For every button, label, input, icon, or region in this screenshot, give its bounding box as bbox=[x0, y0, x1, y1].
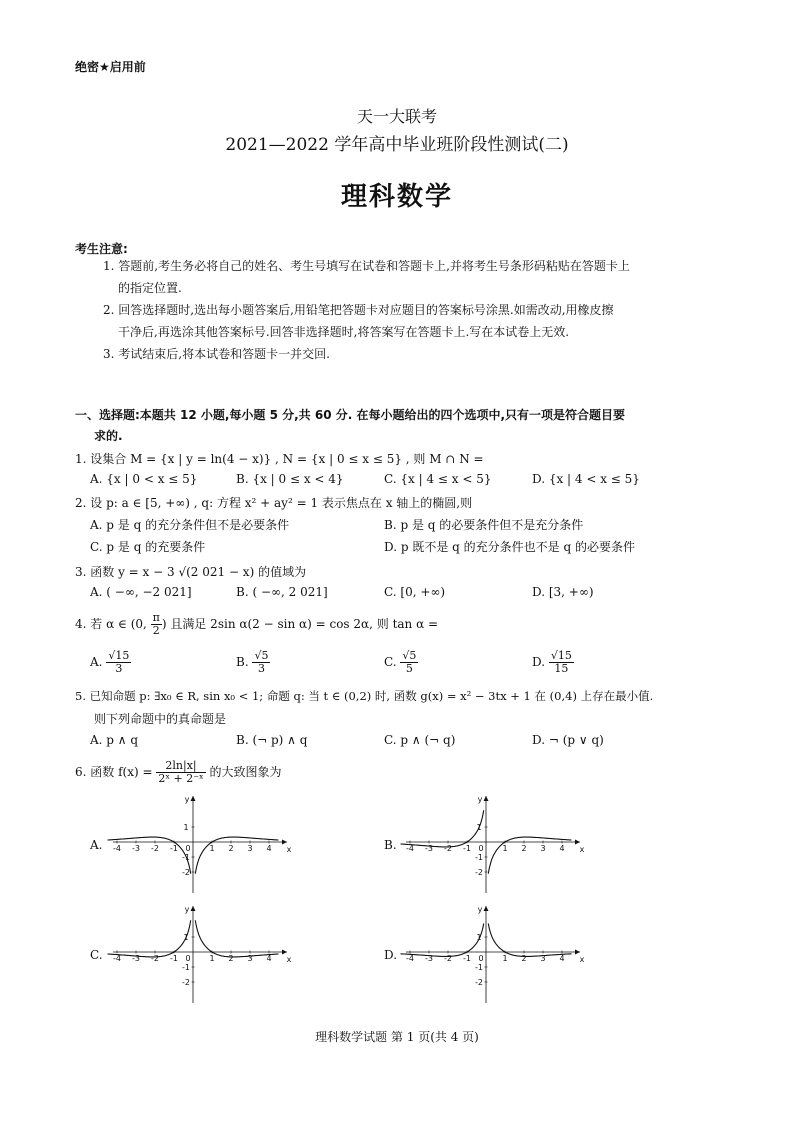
q6-stem-post: 的大致图象为 bbox=[205, 765, 282, 780]
question-3-stem: 3. 函数 y = x − 3 √(2 021 − x) 的值域为 bbox=[75, 565, 307, 579]
option-fraction bbox=[106, 650, 131, 675]
note-line: 干净后,再选涂其他答案标号.回答非选择题时,将答案写在答题卡上.写在本试卷上无效. bbox=[118, 325, 570, 339]
x-axis-label: x bbox=[286, 955, 292, 964]
q3-option-c: C. [0, +∞) bbox=[384, 585, 446, 599]
x-tick-label: -4 bbox=[406, 844, 414, 853]
confidential-label: 绝密★启用前 bbox=[75, 60, 146, 74]
y-axis-arrow bbox=[191, 796, 196, 801]
origin-label: 0 bbox=[478, 954, 484, 963]
question-6-stem bbox=[75, 760, 282, 785]
x-axis-label: x bbox=[286, 845, 292, 854]
y-tick-label: -2 bbox=[182, 978, 190, 987]
frac-numerator: √5 bbox=[402, 649, 417, 662]
option-label: C. bbox=[384, 655, 397, 670]
question-2-stem: 2. 设 p: a ∈ [5, +∞) , q: 方程 x² + ay² = 1 表示焦点在 x 轴上的椭圆,则 bbox=[75, 496, 473, 510]
x-tick-label: 1 bbox=[502, 954, 508, 963]
x-axis-arrow bbox=[282, 840, 287, 845]
x-tick-label: -4 bbox=[406, 954, 414, 963]
x-tick-label: 3 bbox=[247, 844, 253, 853]
y-axis-arrow bbox=[484, 906, 489, 911]
x-tick-label: -4 bbox=[113, 954, 121, 963]
x-tick-label: -2 bbox=[151, 844, 159, 853]
x-tick-label: 3 bbox=[247, 954, 253, 963]
x-tick-label: 4 bbox=[266, 844, 272, 853]
y-tick-label: 1 bbox=[476, 823, 482, 832]
q6-graph-label-a: A. bbox=[90, 838, 103, 852]
y-tick-label: 1 bbox=[183, 933, 189, 942]
y-tick-label: -1 bbox=[475, 853, 483, 862]
frac-numerator: 2ln|x| bbox=[156, 760, 205, 773]
y-axis-label: y bbox=[477, 905, 483, 914]
graph-d bbox=[398, 902, 588, 1007]
curve-right bbox=[488, 837, 571, 874]
curve-left bbox=[108, 920, 191, 957]
y-tick-label: -2 bbox=[475, 868, 483, 877]
q4-option-a bbox=[90, 650, 131, 675]
y-axis-arrow bbox=[191, 906, 196, 911]
q6-stem-fraction bbox=[156, 760, 205, 785]
subject-title: 理科数学 bbox=[340, 182, 453, 212]
x-axis-label: x bbox=[579, 955, 585, 964]
q4-stem-post: ) 且满足 2sin α(2 − sin α) = cos 2α, 则 tan α = bbox=[161, 617, 439, 632]
frac-denominator: 3 bbox=[115, 662, 123, 676]
q3-option-d: D. [3, +∞) bbox=[532, 585, 594, 599]
y-tick-label: -1 bbox=[475, 963, 483, 972]
note-line: 1. 答题前,考生务必将自己的姓名、考生号填写在试卷和答题卡上,并将考生号条形码粘贴在答题卡上 bbox=[103, 259, 630, 273]
question-1-stem: 1. 设集合 M = {x | y = ln(4 − x)} , N = {x | 0 ≤ x ≤ 5} , 则 M ∩ N = bbox=[75, 452, 484, 466]
frac-denominator: 15 bbox=[554, 662, 569, 676]
x-axis-arrow bbox=[575, 950, 580, 955]
frac-numerator: √5 bbox=[254, 649, 269, 662]
option-fraction bbox=[252, 650, 270, 675]
page-footer: 理科数学试题 第 1 页(共 4 页) bbox=[315, 1030, 479, 1044]
option-fraction bbox=[400, 650, 418, 675]
question-5-stem: 5. 已知命题 p: ∃x₀ ∈ R, sin x₀ < 1; 命题 q: 当 t ∈ (0,2) 时, 函数 g(x) = x² − 3tx + 1 在 (0,4) 上存在最小值. bbox=[75, 689, 654, 703]
origin-label: 0 bbox=[185, 844, 191, 853]
x-tick-label: -2 bbox=[444, 844, 452, 853]
curve-right bbox=[488, 924, 571, 957]
q3-option-b: B. ( −∞, 2 021] bbox=[236, 585, 328, 599]
q1-option-d: D. {x | 4 < x ≤ 5} bbox=[532, 472, 640, 486]
x-tick-label: 3 bbox=[540, 844, 546, 853]
x-tick-label: -3 bbox=[425, 954, 433, 963]
y-tick-label: -2 bbox=[182, 868, 190, 877]
y-tick-label: 1 bbox=[183, 823, 189, 832]
x-axis-label: x bbox=[579, 845, 585, 854]
x-tick-label: -1 bbox=[170, 844, 178, 853]
question-5-stem-cont: 则下列命题中的真命题是 bbox=[94, 712, 227, 726]
q6-graph-label-c: C. bbox=[90, 948, 103, 962]
option-label: A. bbox=[90, 655, 103, 670]
curve-right bbox=[195, 920, 278, 957]
q2-option-a: A. p 是 q 的充分条件但不是必要条件 bbox=[90, 518, 290, 532]
option-fraction bbox=[549, 650, 574, 675]
frac-numerator: π bbox=[152, 611, 160, 624]
x-tick-label: -3 bbox=[132, 844, 140, 853]
x-tick-label: 2 bbox=[521, 954, 527, 963]
y-tick-label: -1 bbox=[182, 963, 190, 972]
q5-option-d: D. ¬ (p ∨ q) bbox=[532, 733, 604, 747]
x-axis-arrow bbox=[575, 840, 580, 845]
notes-title: 考生注意: bbox=[75, 242, 128, 256]
x-tick-label: -1 bbox=[170, 954, 178, 963]
frac-denominator: 3 bbox=[257, 662, 265, 676]
graph-b bbox=[398, 792, 588, 897]
q1-option-c: C. {x | 4 ≤ x < 5} bbox=[384, 472, 492, 486]
graph-a bbox=[105, 792, 295, 897]
origin-label: 0 bbox=[478, 844, 484, 853]
graph-c bbox=[105, 902, 295, 1007]
y-axis-arrow bbox=[484, 796, 489, 801]
x-tick-label: 4 bbox=[559, 844, 565, 853]
note-line: 2. 回答选择题时,选出每小题答案后,用铅笔把答题卡对应题目的答案标号涂黑.如需改动,用橡皮擦 bbox=[103, 303, 614, 317]
curve-right bbox=[195, 837, 278, 874]
x-tick-label: -3 bbox=[132, 954, 140, 963]
frac-numerator: √15 bbox=[550, 649, 572, 662]
question-4-stem bbox=[75, 612, 438, 637]
q5-option-b: B. (¬ p) ∧ q bbox=[236, 733, 308, 747]
x-tick-label: 1 bbox=[209, 844, 215, 853]
y-axis-label: y bbox=[184, 795, 190, 804]
y-tick-label: -1 bbox=[182, 853, 190, 862]
frac-denominator: 5 bbox=[405, 662, 413, 676]
q4-stem-fraction bbox=[151, 612, 162, 637]
x-tick-label: 2 bbox=[521, 844, 527, 853]
frac-denominator: 2ˣ + 2⁻ˣ bbox=[158, 772, 204, 786]
x-tick-label: -1 bbox=[463, 844, 471, 853]
section-heading: 一、选择题:本题共 12 小题,每小题 5 分,共 60 分. 在每小题给出的四个选项中,只有一项是符合题目要 bbox=[75, 408, 626, 422]
q5-option-c: C. p ∧ (¬ q) bbox=[384, 733, 456, 747]
x-tick-label: -2 bbox=[444, 954, 452, 963]
x-tick-label: -1 bbox=[463, 954, 471, 963]
curve-left bbox=[401, 810, 484, 847]
origin-label: 0 bbox=[185, 954, 191, 963]
y-tick-label: 1 bbox=[476, 933, 482, 942]
y-axis-label: y bbox=[184, 905, 190, 914]
x-tick-label: 1 bbox=[209, 954, 215, 963]
y-tick-label: -2 bbox=[475, 978, 483, 987]
q2-option-b: B. p 是 q 的必要条件但不是充分条件 bbox=[384, 518, 584, 532]
q6-graph-label-b: B. bbox=[384, 838, 397, 852]
q4-option-c bbox=[384, 650, 418, 675]
x-tick-label: 1 bbox=[502, 844, 508, 853]
x-tick-label: -3 bbox=[425, 844, 433, 853]
q2-option-d: D. p 既不是 q 的充分条件也不是 q 的必要条件 bbox=[384, 540, 635, 554]
frac-denominator: 2 bbox=[152, 624, 160, 638]
x-tick-label: 2 bbox=[228, 954, 234, 963]
note-line: 3. 考试结束后,将本试卷和答题卡一并交回. bbox=[103, 347, 330, 361]
x-tick-label: -2 bbox=[151, 954, 159, 963]
q5-option-a: A. p ∧ q bbox=[90, 733, 139, 747]
note-line: 的指定位置. bbox=[118, 281, 182, 295]
frac-numerator: √15 bbox=[108, 649, 130, 662]
option-label: D. bbox=[532, 655, 546, 670]
option-label: B. bbox=[236, 655, 249, 670]
q3-option-a: A. ( −∞, −2 021] bbox=[90, 585, 192, 599]
curve-left bbox=[108, 837, 191, 874]
q2-option-c: C. p 是 q 的充要条件 bbox=[90, 540, 206, 554]
x-tick-label: 2 bbox=[228, 844, 234, 853]
exam-organizer: 天一大联考 bbox=[356, 107, 437, 126]
x-tick-label: 3 bbox=[540, 954, 546, 963]
q1-option-a: A. {x | 0 < x ≤ 5} bbox=[90, 472, 198, 486]
x-tick-label: -4 bbox=[113, 844, 121, 853]
curve-left bbox=[401, 924, 484, 957]
q1-option-b: B. {x | 0 ≤ x < 4} bbox=[236, 472, 344, 486]
x-tick-label: 4 bbox=[266, 954, 272, 963]
x-tick-label: 4 bbox=[559, 954, 565, 963]
x-axis-arrow bbox=[282, 950, 287, 955]
section-heading-cont: 求的. bbox=[94, 429, 123, 443]
q4-option-b bbox=[236, 650, 270, 675]
q6-graph-label-d: D. bbox=[384, 948, 398, 962]
q4-stem-pre: 4. 若 α ∈ (0, bbox=[75, 617, 151, 632]
q4-option-d bbox=[532, 650, 574, 675]
q6-stem-pre: 6. 函数 f(x) = bbox=[75, 765, 157, 780]
exam-title: 2021—2022 学年高中毕业班阶段性测试(二) bbox=[225, 135, 569, 155]
y-axis-label: y bbox=[477, 795, 483, 804]
